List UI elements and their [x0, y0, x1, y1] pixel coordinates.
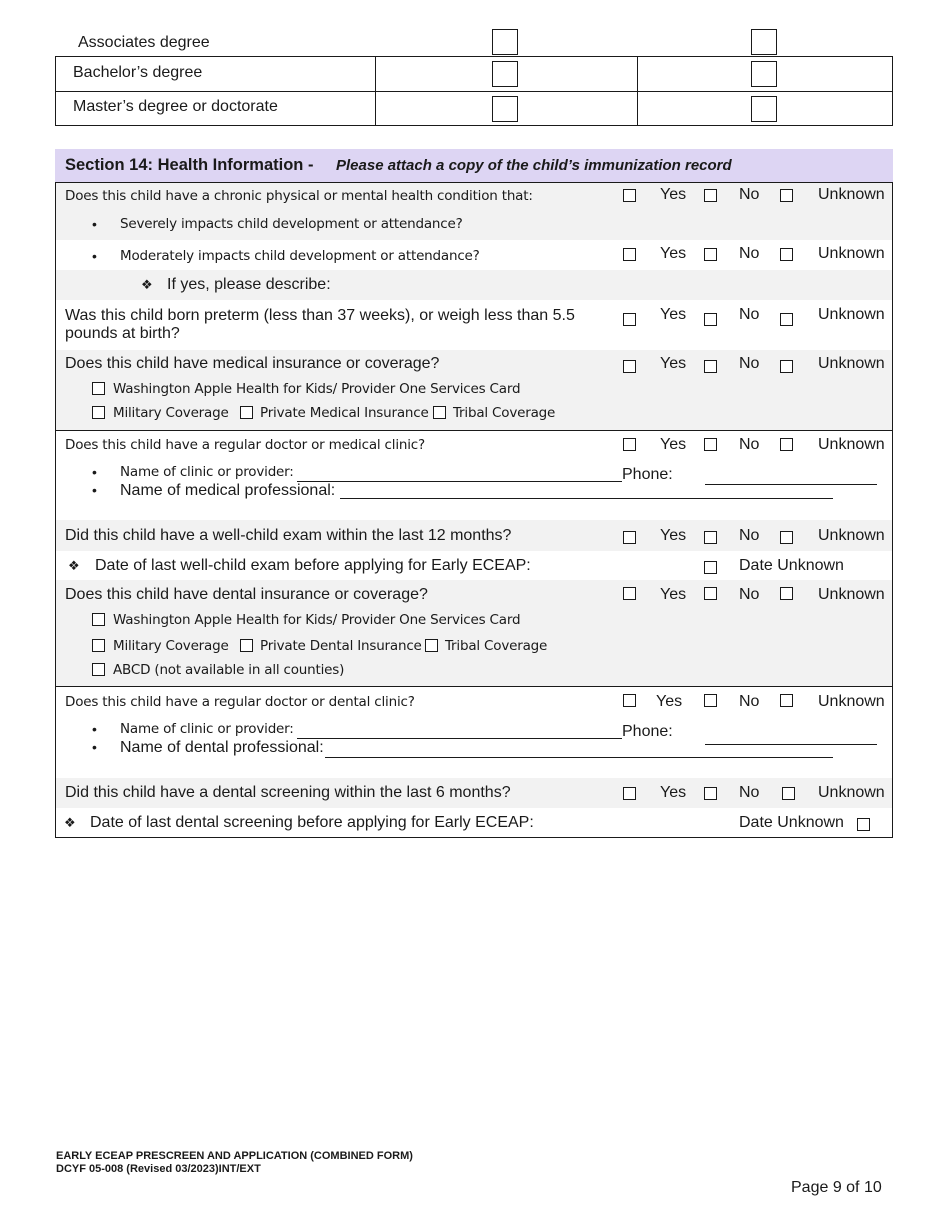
- no-label: No: [739, 693, 760, 710]
- table-divider: [55, 125, 893, 126]
- unknown-label: Unknown: [818, 527, 885, 544]
- education-row-label: Master’s degree or doctorate: [73, 98, 278, 115]
- date-unknown-label: Date Unknown: [739, 557, 844, 574]
- footer-form-number: DCYF 05-008 (Revised 03/2023)INT/EXT: [56, 1163, 261, 1175]
- private-dental-checkbox[interactable]: [240, 639, 253, 652]
- no-label: No: [739, 245, 760, 262]
- regular-doctor-unknown-checkbox[interactable]: [780, 438, 793, 451]
- row-divider: [56, 686, 892, 687]
- well-child-date-unknown-checkbox[interactable]: [704, 561, 717, 574]
- yes-label: Yes: [660, 186, 687, 203]
- footer-form-title: EARLY ECEAP PRESCREEN AND APPLICATION (COMBINED FORM): [56, 1150, 413, 1162]
- yes-label: Yes: [660, 527, 687, 544]
- medical-professional-label: Name of medical professional:: [120, 482, 336, 499]
- unknown-label: Unknown: [818, 306, 885, 323]
- clinic-name-label: Name of clinic or provider:: [120, 464, 294, 480]
- dental-screening-unknown-checkbox[interactable]: [782, 787, 795, 800]
- dental-insurance-no-checkbox[interactable]: [704, 587, 717, 600]
- table-divider: [892, 56, 893, 126]
- well-child-yes-checkbox[interactable]: [623, 531, 636, 544]
- military-coverage-label: Military Coverage: [113, 405, 229, 421]
- education-checkbox[interactable]: [492, 61, 518, 87]
- table-divider: [55, 56, 56, 126]
- dental-screening-date-unknown-checkbox[interactable]: [857, 818, 870, 831]
- military-coverage-checkbox[interactable]: [92, 406, 105, 419]
- phone-label: Phone:: [622, 466, 673, 483]
- diamond-bullet-icon: ❖: [64, 815, 76, 830]
- regular-doctor-question: Does this child have a regular doctor or medical clinic?: [65, 437, 425, 453]
- bullet-icon: •: [92, 464, 97, 480]
- moderate-unknown-checkbox[interactable]: [780, 248, 793, 261]
- regular-dentist-no-checkbox[interactable]: [704, 694, 717, 707]
- dental-tribal-checkbox[interactable]: [425, 639, 438, 652]
- moderate-yes-checkbox[interactable]: [623, 248, 636, 261]
- well-child-date-label: Date of last well-child exam before applying for Early ECEAP:: [95, 557, 531, 574]
- describe-label: If yes, please describe:: [167, 276, 331, 293]
- bullet-icon: •: [92, 739, 97, 755]
- dental-insurance-unknown-checkbox[interactable]: [780, 587, 793, 600]
- abcd-label: ABCD (not available in all counties): [113, 662, 345, 678]
- unknown-label: Unknown: [818, 693, 885, 710]
- dental-insurance-yes-checkbox[interactable]: [623, 587, 636, 600]
- dental-screening-question: Did this child have a dental screening within the last 6 months?: [65, 784, 511, 801]
- chronic-no-checkbox[interactable]: [704, 189, 717, 202]
- dental-screening-no-checkbox[interactable]: [704, 787, 717, 800]
- table-divider: [375, 56, 376, 126]
- yes-label: Yes: [660, 436, 687, 453]
- clinic-name-field[interactable]: [297, 481, 622, 482]
- severe-impact-label: Severely impacts child development or attendance?: [120, 216, 463, 232]
- dental-military-label: Military Coverage: [113, 638, 229, 654]
- bullet-icon: •: [92, 216, 97, 232]
- table-divider: [55, 91, 893, 92]
- yes-label: Yes: [660, 355, 687, 372]
- yes-label: Yes: [656, 693, 683, 710]
- yes-label: Yes: [660, 306, 687, 323]
- chronic-unknown-checkbox[interactable]: [780, 189, 793, 202]
- preterm-question: Was this child born preterm (less than 37 weeks), or weigh less than 5.5 pounds at birth?: [65, 307, 575, 342]
- apple-health-label: Washington Apple Health for Kids/ Provider One Services Card: [113, 381, 521, 397]
- abcd-checkbox[interactable]: [92, 663, 105, 676]
- section-14-header: [55, 149, 893, 183]
- section-title: Section 14: Health Information -: [65, 156, 314, 174]
- moderate-impact-label: Moderately impacts child development or attendance?: [120, 248, 480, 264]
- dental-apple-health-label: Washington Apple Health for Kids/ Provider One Services Card: [113, 612, 521, 628]
- preterm-yes-checkbox[interactable]: [623, 313, 636, 326]
- dental-screening-yes-checkbox[interactable]: [623, 787, 636, 800]
- unknown-label: Unknown: [818, 245, 885, 262]
- unknown-label: Unknown: [818, 355, 885, 372]
- date-unknown-label: Date Unknown: [739, 814, 844, 831]
- education-row-label: Bachelor’s degree: [73, 64, 203, 81]
- well-child-no-checkbox[interactable]: [704, 531, 717, 544]
- well-child-unknown-checkbox[interactable]: [780, 531, 793, 544]
- private-dental-label: Private Dental Insurance: [260, 638, 422, 654]
- yes-label: Yes: [660, 586, 687, 603]
- unknown-label: Unknown: [818, 586, 885, 603]
- regular-dentist-yes-checkbox[interactable]: [623, 694, 636, 707]
- no-label: No: [739, 355, 760, 372]
- no-label: No: [739, 436, 760, 453]
- diamond-bullet-icon: ❖: [141, 277, 153, 292]
- dental-clinic-name-label: Name of clinic or provider:: [120, 721, 294, 737]
- dental-phone-field[interactable]: [705, 744, 877, 745]
- bullet-icon: •: [92, 248, 97, 264]
- section-subtitle: Please attach a copy of the child’s immunization record: [336, 157, 732, 174]
- regular-doctor-no-checkbox[interactable]: [704, 438, 717, 451]
- row-divider: [56, 430, 892, 431]
- dental-clinic-name-field[interactable]: [297, 738, 622, 739]
- well-child-question: Did this child have a well-child exam within the last 12 months?: [65, 527, 512, 544]
- regular-doctor-yes-checkbox[interactable]: [623, 438, 636, 451]
- education-checkbox[interactable]: [751, 29, 777, 55]
- education-checkbox[interactable]: [492, 96, 518, 122]
- private-medical-checkbox[interactable]: [240, 406, 253, 419]
- chronic-question: Does this child have a chronic physical or mental health condition that:: [65, 188, 533, 204]
- yes-label: Yes: [660, 784, 687, 801]
- unknown-label: Unknown: [818, 436, 885, 453]
- regular-dentist-unknown-checkbox[interactable]: [780, 694, 793, 707]
- apple-health-checkbox[interactable]: [92, 382, 105, 395]
- moderate-no-checkbox[interactable]: [704, 248, 717, 261]
- education-row-label: Associates degree: [78, 34, 210, 51]
- preterm-unknown-checkbox[interactable]: [780, 313, 793, 326]
- dental-professional-field[interactable]: [325, 757, 833, 758]
- dental-apple-health-checkbox[interactable]: [92, 613, 105, 626]
- education-checkbox[interactable]: [751, 96, 777, 122]
- dental-insurance-question: Does this child have dental insurance or coverage?: [65, 586, 428, 603]
- unknown-label: Unknown: [818, 784, 885, 801]
- no-label: No: [739, 306, 760, 323]
- table-divider: [55, 56, 893, 57]
- dental-professional-label: Name of dental professional:: [120, 739, 324, 756]
- medical-professional-field[interactable]: [340, 498, 833, 499]
- medical-insurance-no-checkbox[interactable]: [704, 360, 717, 373]
- dental-military-checkbox[interactable]: [92, 639, 105, 652]
- tribal-coverage-label: Tribal Coverage: [453, 405, 556, 421]
- no-label: No: [739, 527, 760, 544]
- bullet-icon: •: [92, 721, 97, 737]
- no-label: No: [739, 784, 760, 801]
- medical-insurance-unknown-checkbox[interactable]: [780, 360, 793, 373]
- no-label: No: [739, 586, 760, 603]
- diamond-bullet-icon: ❖: [68, 558, 80, 573]
- medical-insurance-yes-checkbox[interactable]: [623, 360, 636, 373]
- phone-label: Phone:: [622, 723, 673, 740]
- dental-tribal-label: Tribal Coverage: [445, 638, 548, 654]
- dental-screening-date-label: Date of last dental screening before applying for Early ECEAP:: [90, 814, 534, 831]
- no-label: No: [739, 186, 760, 203]
- chronic-yes-checkbox[interactable]: [623, 189, 636, 202]
- unknown-label: Unknown: [818, 186, 885, 203]
- table-divider: [637, 56, 638, 126]
- regular-dentist-question: Does this child have a regular doctor or dental clinic?: [65, 694, 415, 710]
- bullet-icon: •: [92, 482, 97, 498]
- preterm-no-checkbox[interactable]: [704, 313, 717, 326]
- education-checkbox[interactable]: [751, 61, 777, 87]
- yes-label: Yes: [660, 245, 687, 262]
- page-number: Page 9 of 10: [791, 1179, 882, 1196]
- medical-insurance-question: Does this child have medical insurance or coverage?: [65, 355, 440, 372]
- tribal-coverage-checkbox[interactable]: [433, 406, 446, 419]
- education-checkbox[interactable]: [492, 29, 518, 55]
- private-medical-label: Private Medical Insurance: [260, 405, 429, 421]
- phone-field[interactable]: [705, 484, 877, 485]
